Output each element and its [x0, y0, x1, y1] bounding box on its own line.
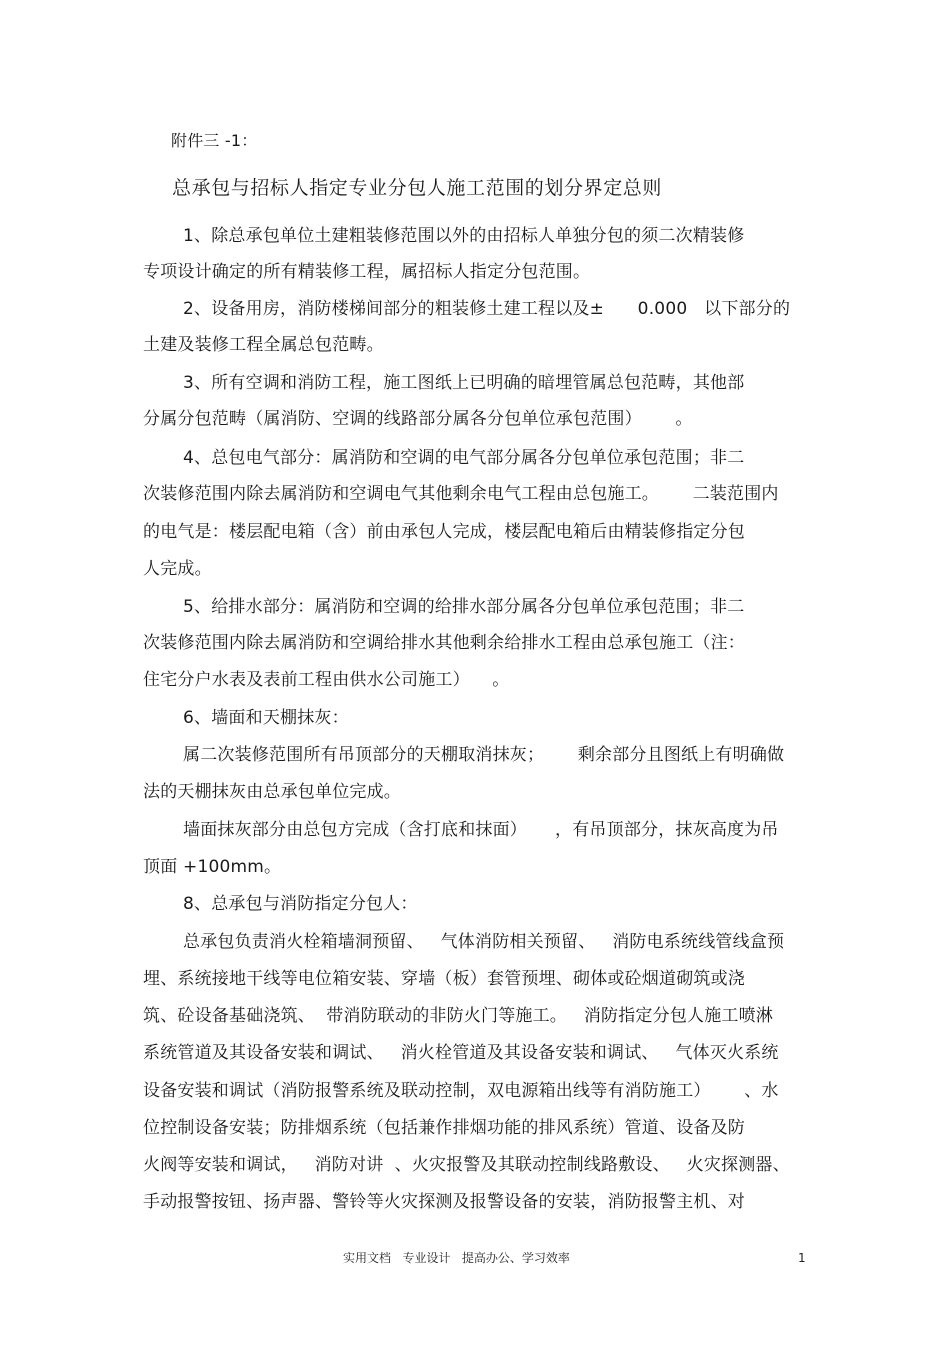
body-line: 6、墙面和天棚抹灰：	[183, 708, 349, 728]
body-line: 埋、系统接地干线等电位箱安装、穿墙（板）套管预埋、砌体或砼烟道砌筑或浇	[143, 969, 745, 989]
body-line: 8、总承包与消防指定分包人：	[183, 894, 418, 914]
body-line: 顶面 +100mm。	[143, 857, 282, 877]
body-line: 筑、砼设备基础浇筑、 带消防联动的非防火门等施工。 消防指定分包人施工喷淋	[143, 1006, 774, 1026]
body-line: 系统管道及其设备安装和调试、 消火栓管道及其设备安装和调试、 气体灭火系统	[143, 1043, 779, 1063]
body-line: 墙面抹灰部分由总包方完成（含打底和抹面） ，有吊顶部分，抹灰高度为吊	[183, 820, 779, 840]
body-line: 的电气是：楼层配电箱（含）前由承包人完成，楼层配电箱后由精装修指定分包	[143, 522, 745, 542]
body-line: 设备安装和调试（消防报警系统及联动控制，双电源箱出线等有消防施工） 、水	[143, 1081, 779, 1101]
body-line: 分属分包范畴（属消防、空调的线路部分属各分包单位承包范围） 。	[143, 409, 693, 429]
body-line: 2、设备用房，消防楼梯间部分的粗装修土建工程以及± 0.000 以下部分的	[183, 299, 791, 319]
body-line: 1、除总承包单位土建粗装修范围以外的由招标人单独分包的须二次精装修	[183, 226, 745, 246]
body-line: 人完成。	[143, 559, 212, 579]
body-line: 次装修范围内除去属消防和空调给排水其他剩余给排水工程由总承包施工（注：	[143, 633, 745, 653]
body-line: 总承包负责消火栓箱墙洞预留、 气体消防相关预留、 消防电系统线管线盒预	[183, 932, 785, 952]
document-title: 总承包与招标人指定专业分包人施工范围的划分界定总则	[172, 177, 663, 199]
body-line: 3、所有空调和消防工程，施工图纸上已明确的暗埋管属总包范畴，其他部	[183, 373, 745, 393]
body-line: 住宅分户水表及表前工程由供水公司施工） 。	[143, 670, 510, 690]
page-number: 1	[798, 1251, 806, 1265]
body-line: 手动报警按钮、扬声器、警铃等火灾探测及报警设备的安装，消防报警主机、对	[143, 1192, 745, 1212]
body-line: 5、给排水部分：属消防和空调的给排水部分属各分包单位承包范围；非二	[183, 597, 745, 617]
body-line: 次装修范围内除去属消防和空调电气其他剩余电气工程由总包施工。 二装范围内	[143, 484, 779, 504]
body-line: 法的天棚抹灰由总承包单位完成。	[143, 782, 401, 802]
body-line: 位控制设备安装；防排烟系统（包括兼作排烟功能的排风系统）管道、设备及防	[143, 1118, 745, 1138]
body-line: 土建及装修工程全属总包范畴。	[143, 335, 384, 355]
body-line: 火阀等安装和调试， 消防对讲 、火灾报警及其联动控制线路敷设、 火灾探测器、	[143, 1155, 790, 1175]
footer-text: 实用文档 专业设计 提高办公、学习效率	[343, 1251, 570, 1265]
body-line: 属二次装修范围所有吊顶部分的天棚取消抹灰； 剩余部分且图纸上有明确做	[183, 745, 785, 765]
body-line: 4、总包电气部分：属消防和空调的电气部分属各分包单位承包范围；非二	[183, 448, 745, 468]
attachment-label: 附件三 -1：	[171, 131, 258, 150]
body-line: 专项设计确定的所有精装修工程，属招标人指定分包范围。	[143, 262, 591, 282]
